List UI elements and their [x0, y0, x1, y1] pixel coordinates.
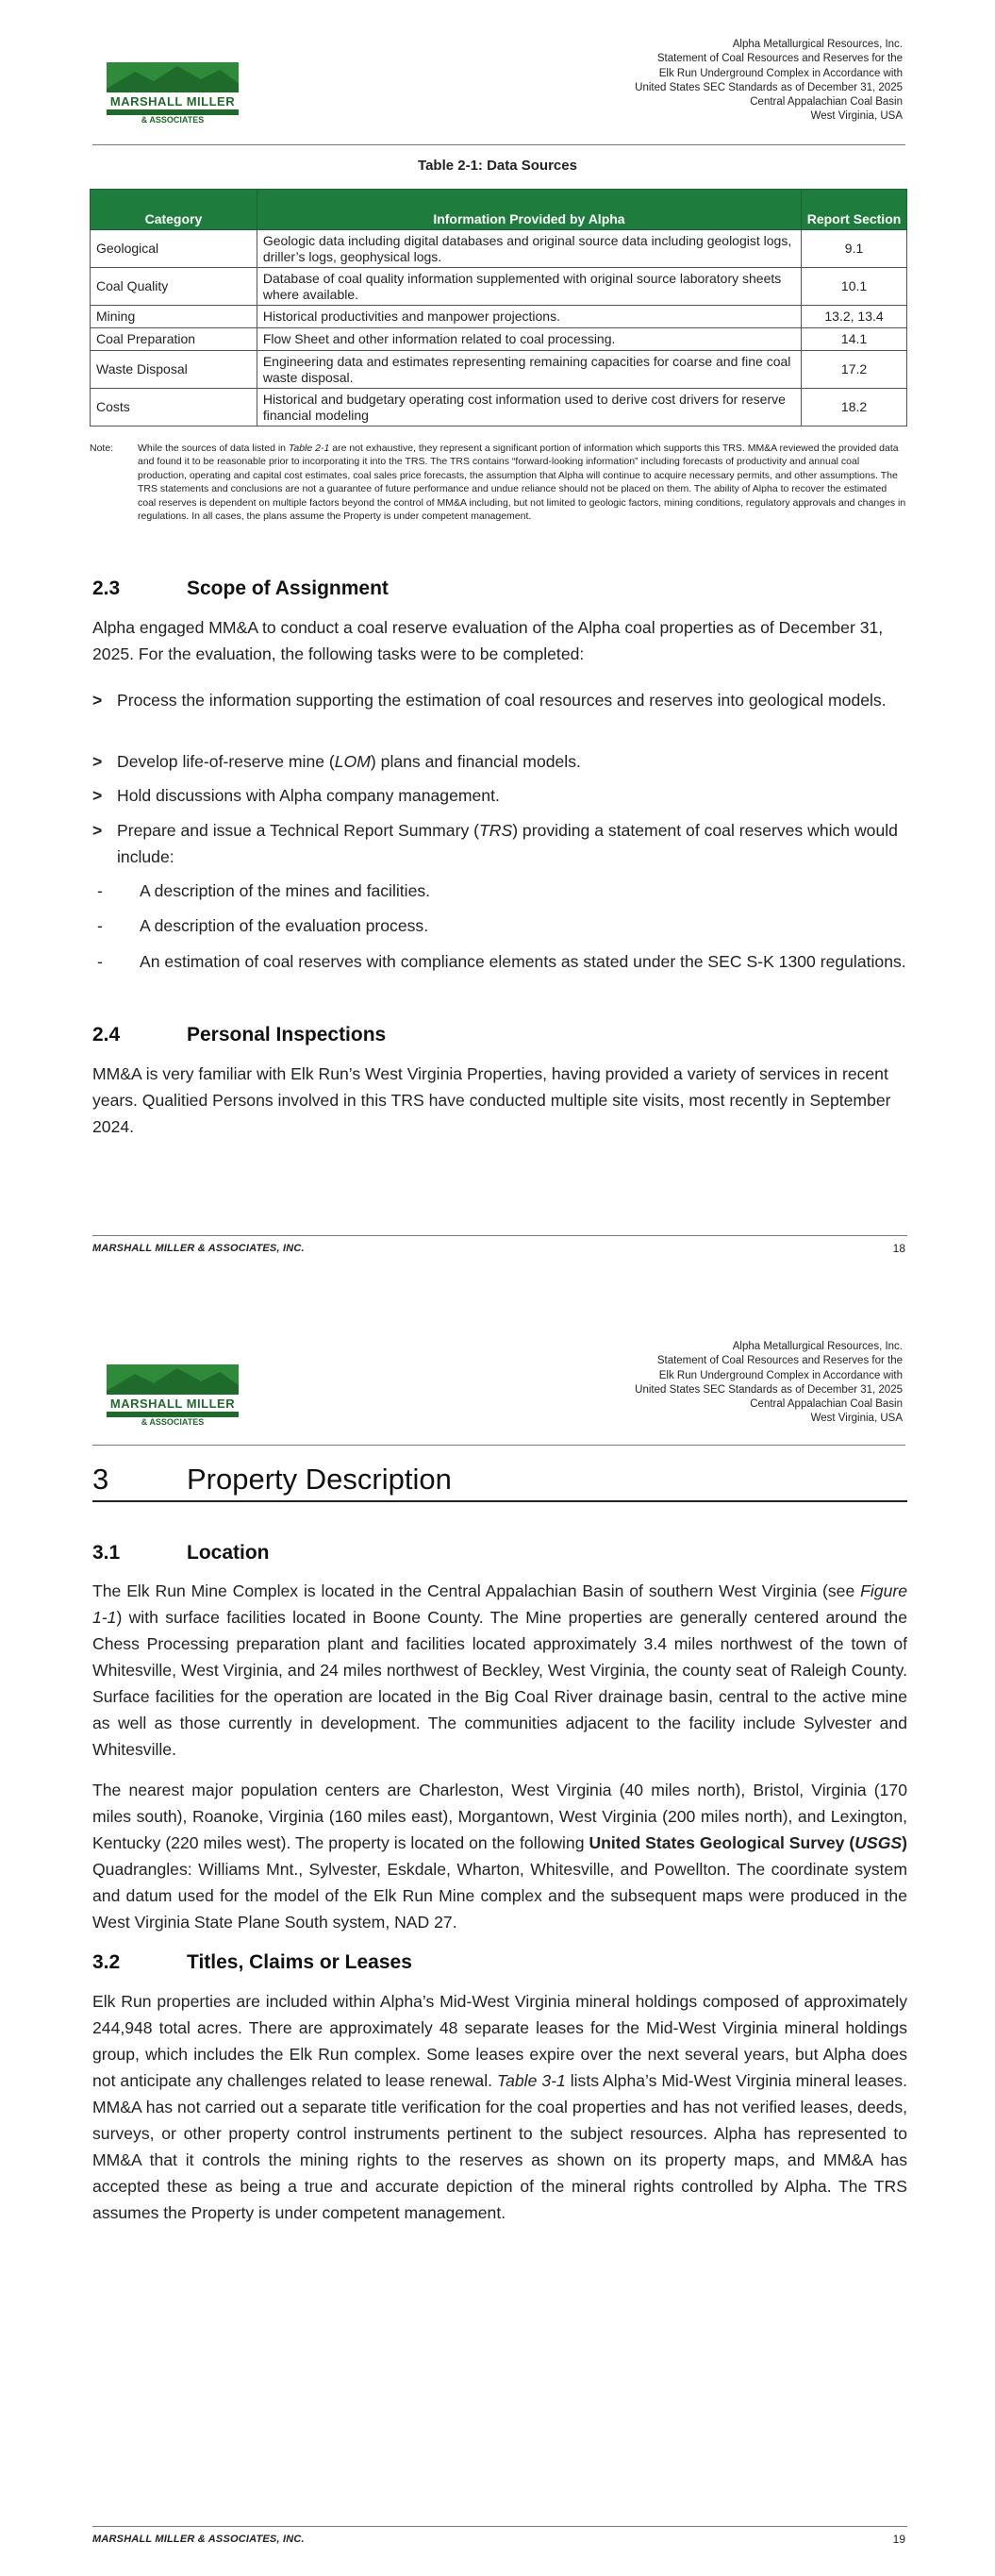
svg-text:MARSHALL MILLER: MARSHALL MILLER [109, 94, 236, 109]
table-row [91, 268, 907, 306]
table-cell: Mining [91, 306, 257, 328]
header-line: Central Appalachian Coal Basin [750, 96, 903, 109]
table-row [91, 306, 907, 328]
column-header: Report Section [802, 190, 907, 230]
figure-reference-link[interactable]: Figure 1-1 [92, 1581, 907, 1627]
table-cell: Coal Preparation [91, 328, 257, 351]
sub-list-item: - An estimation of coal reserves with compliance elements as stated under the SEC S-K 1300 regulations. [92, 948, 907, 975]
table-reference-link[interactable]: Table 2-1 [288, 443, 330, 454]
svg-text:MARSHALL MILLER: MARSHALL MILLER [109, 1397, 236, 1411]
footer-company: MARSHALL MILLER & ASSOCIATES, INC. [92, 1243, 305, 1254]
table-cell: Geological [91, 230, 257, 268]
table-cell: Historical and budgetary operating cost information used to derive cost drivers for reserve financial modeling [257, 389, 801, 427]
chapter-heading-3: 3 Property Description [92, 1463, 907, 1502]
page-19 [0, 1302, 995, 2576]
footer-company: MARSHALL MILLER & ASSOCIATES, INC. [92, 2534, 305, 2545]
table-cell: Database of coal quality information supplemented with original source laboratory sheets where available. [257, 268, 801, 306]
bullet-arrow-icon: > [92, 821, 103, 840]
dash-icon: - [97, 952, 103, 971]
section-heading-3-1: 3.1 Location [92, 1542, 270, 1564]
column-header: Information Provided by Alpha [257, 190, 801, 230]
header-line: Statement of Coal Resources and Reserves for the [656, 1355, 903, 1367]
table-cell: Waste Disposal [91, 351, 257, 389]
table-note [90, 442, 907, 523]
note-text: While the sources of data listed in Table 2-1 are not exhaustive, they represent a significant portion of information which supports this TRS. MM&A reviewed the provided data and found it to be reasonable prior to incorporating it into the TRS. The TRS contains “forward-looking information” including forecasts of productivity and annual coal production, operating and capital cost estimates, coal sales price forecasts, the assumption that Alpha will continue to acquire necessary permits, and other assumptions. The TRS statements and conclusions are not a guarantee of future performance and undue reliance should not be placed on them. The ability of Alpha to recover the estimated coal reserves is dependent on multiple factors beyond the control of MM&A including, but not limited to geologic factors, mining conditions, regulatory approvals and changes in regulations. In all cases, the plans assume the Property is under competent management. [138, 443, 906, 523]
table-row [91, 351, 907, 389]
header-divider [92, 144, 905, 145]
header-divider [92, 1445, 905, 1446]
section-heading-2-4: 2.4 Personal Inspections [92, 1024, 387, 1045]
header-line: United States SEC Standards as of December 31, 2025 [635, 81, 903, 93]
table-cell: Flow Sheet and other information related to coal processing. [257, 328, 801, 351]
header-company: Alpha Metallurgical Resources, Inc. [732, 1341, 903, 1352]
footer-divider [92, 1235, 907, 1236]
dash-icon: - [97, 881, 103, 900]
header-line: West Virginia, USA [810, 1413, 903, 1425]
note-label: Note: [90, 443, 114, 454]
marshall-miller-logo [97, 60, 248, 126]
list-item: > Hold discussions with Alpha company management. [92, 782, 907, 809]
header-line: West Virginia, USA [810, 110, 903, 123]
scope-intro: Alpha engaged MM&A to conduct a coal reserve evaluation of the Alpha coal properties as of December 31, 2025. For the evaluation, the following tasks were to be completed: [92, 618, 884, 663]
list-item: > Process the information supporting the estimation of coal resources and reserves into geological models. [92, 687, 907, 713]
document-header [506, 1340, 903, 1427]
table-cell: Geologic data including digital databases and original source data including geologist logs, driller’s logs, geophysical logs. [257, 230, 801, 268]
bullet-arrow-icon: > [92, 752, 103, 771]
data-sources-table [90, 189, 907, 427]
table-cell: Historical productivities and manpower projections. [257, 306, 801, 328]
header-company: Alpha Metallurgical Resources, Inc. [732, 39, 903, 50]
sub-list-item: - A description of the mines and facilities. [92, 878, 907, 904]
header-line: Central Appalachian Coal Basin [750, 1398, 903, 1411]
table-cell: Coal Quality [91, 268, 257, 306]
list-item: > Prepare and issue a Technical Report Summary (TRS) providing a statement of coal reserves which would include: [92, 817, 907, 870]
table-cell: Engineering data and estimates representing remaining capacities for coarse and fine coal waste disposal. [257, 351, 801, 389]
table-cell: Costs [91, 389, 257, 427]
header-line: United States SEC Standards as of December 31, 2025 [635, 1383, 903, 1396]
column-header: Category [91, 190, 257, 230]
section-heading-2-3: 2.3 Scope of Assignment [92, 577, 389, 599]
table-header-row [91, 190, 907, 230]
page-number: 19 [892, 2533, 905, 2546]
table-cell: 10.1 [802, 268, 907, 306]
table-reference-link[interactable]: Table 3-1 [496, 2071, 566, 2090]
table-row [91, 389, 907, 427]
table-row [91, 230, 907, 268]
location-paragraph-2: The nearest major population centers are Charleston, West Virginia (40 miles north), Bristol, Virginia (170 miles south), Roanoke, Virginia (160 miles east), Morgantown, West Virginia (200 miles north), and Lexington, Kentucky (220 miles west). The property is located on the following United States Geological Survey (USGS) Quadrangles: Williams Mnt., Sylvester, Eskdale, Wharton, Whitesville, and Powellton. The coordinate system and datum used for the model of the Elk Run Mine complex and the subsequent maps were produced in the West Virginia State Plane South system, NAD 27. [92, 1781, 908, 1932]
table-row [91, 328, 907, 351]
location-paragraph-1: The Elk Run Mine Complex is located in the Central Appalachian Basin of southern West Virginia (see Figure 1-1) with surface facilities located in Boone County. The Mine properties are generally centered around the Chess Processing preparation plant and facilities located approximately 3.4 miles northwest of the town of Whitesville, West Virginia, and 24 miles northwest of Beckley, West Virginia, the county seat of Raleigh County. Surface facilities for the operation are located in the Big Coal River drainage basin, central to the active mine as well as those currently in development. The communities adjacent to the facility include Sylvester and Whitesville. [92, 1581, 907, 1759]
titles-leases-paragraph: Elk Run properties are included within Alpha’s Mid-West Virginia mineral holdings composed of approximately 244,948 total acres. There are approximately 48 separate leases for the Mid-West Virginia mineral holdings group, which includes the Elk Run complex. Some leases expire over the next several years, but Alpha does not anticipate any challenges related to lease renewal. Table 3-1 lists Alpha’s Mid-West Virginia mineral leases. MM&A has not carried out a separate title verification for the coal properties and has not verified leases, deeds, surveys, or other property control instruments pertinent to the subject resources. Alpha has represented to MM&A that it controls the mining rights to the reserves as shown on its property maps, and MM&A has accepted these as being a true and accurate depiction of the mineral rights controlled by Alpha. The TRS assumes the Property is under competent management. [92, 1992, 907, 2222]
list-item: > Develop life-of-reserve mine (LOM) plans and financial models. [92, 748, 907, 775]
header-line: Elk Run Underground Complex in Accordance with [658, 1369, 903, 1381]
svg-text:& ASSOCIATES: & ASSOCIATES [141, 115, 205, 125]
table-cell: 18.2 [802, 389, 907, 427]
bullet-arrow-icon: > [92, 786, 103, 805]
bullet-arrow-icon: > [92, 691, 103, 710]
svg-text:& ASSOCIATES: & ASSOCIATES [141, 1417, 205, 1427]
table-title: Table 2-1: Data Sources [418, 158, 577, 174]
marshall-miller-logo [97, 1363, 248, 1429]
table-cell: 17.2 [802, 351, 907, 389]
header-line: Statement of Coal Resources and Reserves for the [656, 53, 903, 65]
table-cell: 13.2, 13.4 [802, 306, 907, 328]
dash-icon: - [97, 916, 103, 935]
table-cell: 9.1 [802, 230, 907, 268]
footer-divider [92, 2526, 907, 2527]
document-header [506, 38, 903, 125]
personal-inspections-text: MM&A is very familiar with Elk Run’s West Virginia Properties, having provided a variety of services in recent years. Qualitied Persons involved in this TRS have conducted multiple site visits, most recently in September 2024. [92, 1064, 891, 1136]
section-heading-3-2: 3.2 Titles, Claims or Leases [92, 1951, 412, 1973]
header-line: Elk Run Underground Complex in Accordance with [658, 67, 903, 79]
table-cell: 14.1 [802, 328, 907, 351]
sub-list-item: - A description of the evaluation process. [92, 912, 907, 939]
page-number: 18 [892, 1242, 905, 1255]
